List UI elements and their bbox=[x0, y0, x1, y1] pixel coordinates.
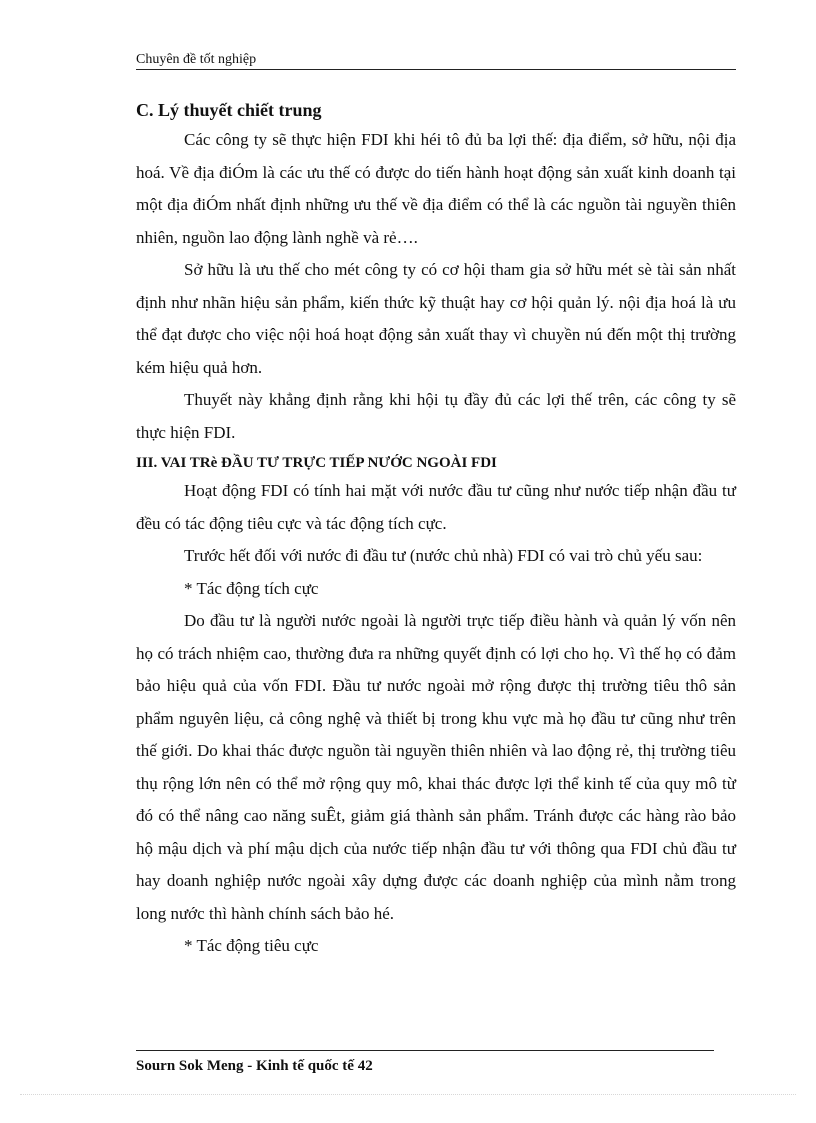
paragraph: Do đầu tư là người nước ngoài là người trực tiếp điều hành và quản lý vốn nên họ có trách nhiệm cao, thường đưa ra những quyết định có lợi cho họ. Vì thế họ có đảm bảo hiệu quả của vốn FDI. Đầu tư nước ngoài mở rộng được thị trường tiêu thô sản phẩm nguyên liệu, cả công nghệ và thiết bị trong khu vực mà họ đầu tư cũng như trên thế giới. Do khai thác được nguồn tài nguyền thiên nhiên và lao động rẻ, thị trường tiêu thụ rộng lớn nên có thể mở rộng quy mô, khai thác được lợi thể kinh tế của quy mô từ đó có thể nâng cao năng suÊt, giảm giá thành sản phẩm. Tránh được các hàng rào bảo hộ mậu dịch và phí mậu dịch của nước tiếp nhận đầu tư với thông qua FDI chủ đầu tư hay doanh nghiệp nước ngoài xây dựng được các doanh nghiệp của mình nằm trong long nước thì hành chính sách bảo hé. bbox=[136, 611, 736, 923]
bullet-positive-impact: * Tác động tích cực bbox=[184, 578, 319, 598]
paragraph: Thuyết này khẳng định rằng khi hội tụ đầy đủ các lợi thế trên, các công ty sẽ thực hiện FDI. bbox=[136, 390, 736, 442]
paragraph: Hoạt động FDI có tính hai mặt với nước đầu tư cũng như nước tiếp nhận đầu tư đều có tác động tiêu cực và tác động tích cực. bbox=[136, 481, 736, 533]
bullet-negative-impact: * Tác động tiêu cực bbox=[184, 936, 319, 955]
paragraph: Sở hữu là ưu thế cho mét công ty có cơ hội tham gia sở hữu mét sè tài sản nhất định như nhãn hiệu sản phẩm, kiến thức kỹ thuật hay cơ hội quản lý. nội địa hoá là ưu thể đạt được cho việc nội hoá hoạt động sản xuất thay vì chuyền nú đến một thị trường kém hiệu quả hơn. bbox=[136, 260, 736, 377]
document-body bbox=[136, 96, 736, 963]
page-header bbox=[136, 50, 736, 70]
heading-eclectic-theory: C. Lý thuyết chiết trung bbox=[136, 100, 322, 120]
page-edge-divider bbox=[20, 1094, 796, 1095]
section-heading-fdi-role: III. VAI TRè ĐẦU TƯ TRỰC TIẾP NƯỚC NGOÀI FDI bbox=[136, 455, 497, 471]
page-footer bbox=[136, 1055, 373, 1077]
paragraph: Trước hết đối với nước đi đầu tư (nước chủ nhà) FDI có vai trò chủ yếu sau: bbox=[184, 546, 703, 565]
header-title: Chuyên đề tốt nghiệp bbox=[136, 52, 257, 67]
footer-divider bbox=[136, 1050, 714, 1051]
footer-author: Sourn Sok Meng - Kinh tế quốc tế 42 bbox=[136, 1058, 373, 1074]
paragraph: Các công ty sẽ thực hiện FDI khi héi tô đủ ba lợi thế: địa điểm, sở hữu, nội địa hoá. Về địa điÓm là các ưu thế có được do tiến hành hoạt động sản xuất kinh doanh tại một địa điÓm nhất định những ưu thế về địa điểm có thể là các nguồn tài nguyền thiên nhiên, nguồn lao động lành nghề và rẻ…. bbox=[136, 130, 736, 247]
